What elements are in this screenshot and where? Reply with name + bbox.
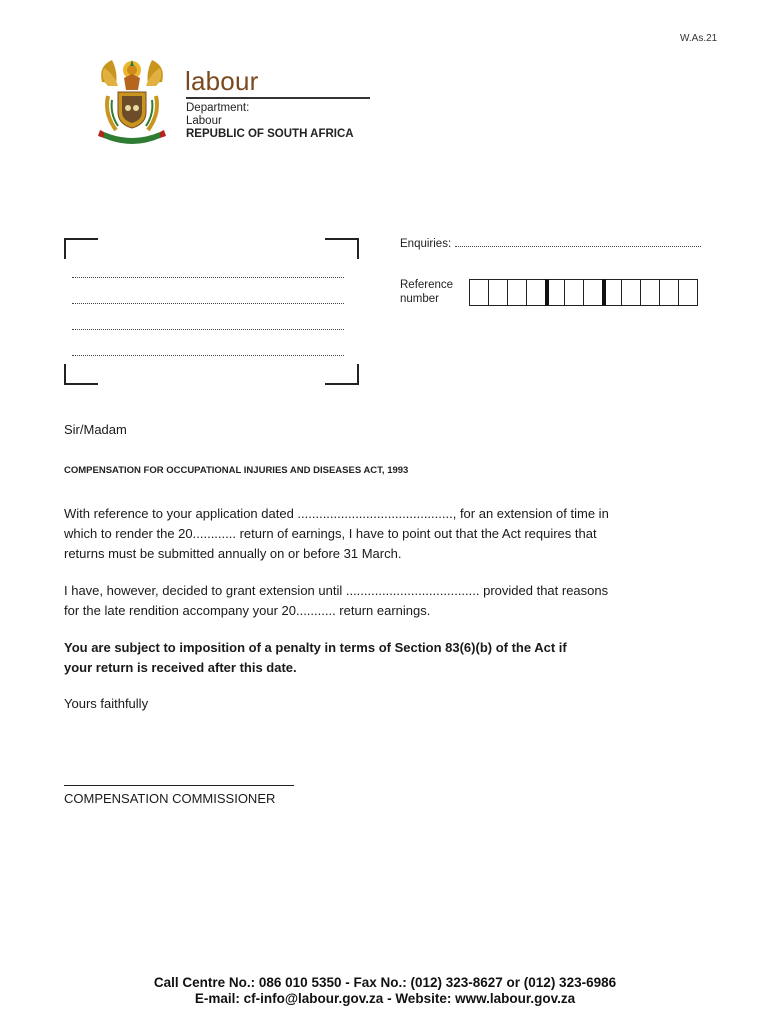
footer-contact <box>0 975 770 1007</box>
reference-digit-box[interactable] <box>564 279 584 306</box>
enquiries-row <box>400 237 701 250</box>
reference-digit-box[interactable] <box>507 279 527 306</box>
closing: Yours faithfully <box>64 696 149 711</box>
paragraph-application <box>64 504 664 564</box>
country-label: REPUBLIC OF SOUTH AFRICA <box>186 128 354 140</box>
reference-label-line2: number <box>400 293 439 305</box>
enquiries-field[interactable] <box>455 237 701 247</box>
reference-digit-box[interactable] <box>469 279 489 306</box>
reference-digit-box[interactable] <box>526 279 546 306</box>
signature-line[interactable] <box>64 785 294 786</box>
reference-digit-box[interactable] <box>545 279 565 306</box>
reference-label-line1: Reference <box>400 279 454 291</box>
address-corner-top-left <box>64 238 98 259</box>
paragraph-line: your return is received after this date. <box>64 660 297 675</box>
paragraph-extension <box>64 581 664 621</box>
header-rule <box>186 97 370 99</box>
department-wordmark: labour <box>185 66 259 96</box>
paragraph-line: With reference to your application dated ..........................................., for an extension of time in <box>64 506 609 521</box>
footer-email-website: E-mail: cf-info@labour.gov.za - Website: www.labour.gov.za <box>194 991 576 1006</box>
reference-digit-box[interactable] <box>640 279 660 306</box>
address-corner-bottom-left <box>64 364 98 385</box>
reference-digit-box[interactable] <box>488 279 508 306</box>
reference-digit-box[interactable] <box>678 279 698 306</box>
address-corner-top-right <box>325 238 359 259</box>
form-code: W.As.21 <box>680 33 718 44</box>
paragraph-line: You are subject to imposition of a penalty in terms of Section 83(6)(b) of the Act if <box>64 640 567 655</box>
address-line-2[interactable] <box>72 303 344 304</box>
reference-digit-box[interactable] <box>602 279 622 306</box>
act-heading: COMPENSATION FOR OCCUPATIONAL INJURIES AND DISEASES ACT, 1993 <box>64 465 409 476</box>
paragraph-line: returns must be submitted annually on or before 31 March. <box>64 546 402 561</box>
paragraph-line: for the late rendition accompany your 20........... return earnings. <box>64 603 431 618</box>
address-corner-bottom-right <box>325 364 359 385</box>
reference-digit-box[interactable] <box>621 279 641 306</box>
department-value: Labour <box>186 115 222 127</box>
reference-digit-box[interactable] <box>583 279 603 306</box>
signatory-title: COMPENSATION COMMISSIONER <box>64 791 276 806</box>
coat-of-arms-icon <box>94 52 170 144</box>
footer-phone-fax: Call Centre No.: 086 010 5350 - Fax No.: (012) 323-8627 or (012) 323-6986 <box>153 975 617 990</box>
paragraph-line: I have, however, decided to grant extension until ..................................... provided that reasons <box>64 583 609 598</box>
department-label: Department: <box>186 102 250 114</box>
address-line-3[interactable] <box>72 329 344 330</box>
reference-label <box>400 278 468 306</box>
address-line-1[interactable] <box>72 277 344 278</box>
paragraph-line: which to render the 20............ return of earnings, I have to point out that the Act requires that <box>64 526 597 541</box>
enquiries-label: Enquiries: <box>400 238 452 250</box>
paragraph-penalty-warning <box>64 638 664 678</box>
salutation: Sir/Madam <box>64 422 127 437</box>
reference-digit-box[interactable] <box>659 279 679 306</box>
reference-number-boxes <box>470 279 698 306</box>
address-line-4[interactable] <box>72 355 344 356</box>
